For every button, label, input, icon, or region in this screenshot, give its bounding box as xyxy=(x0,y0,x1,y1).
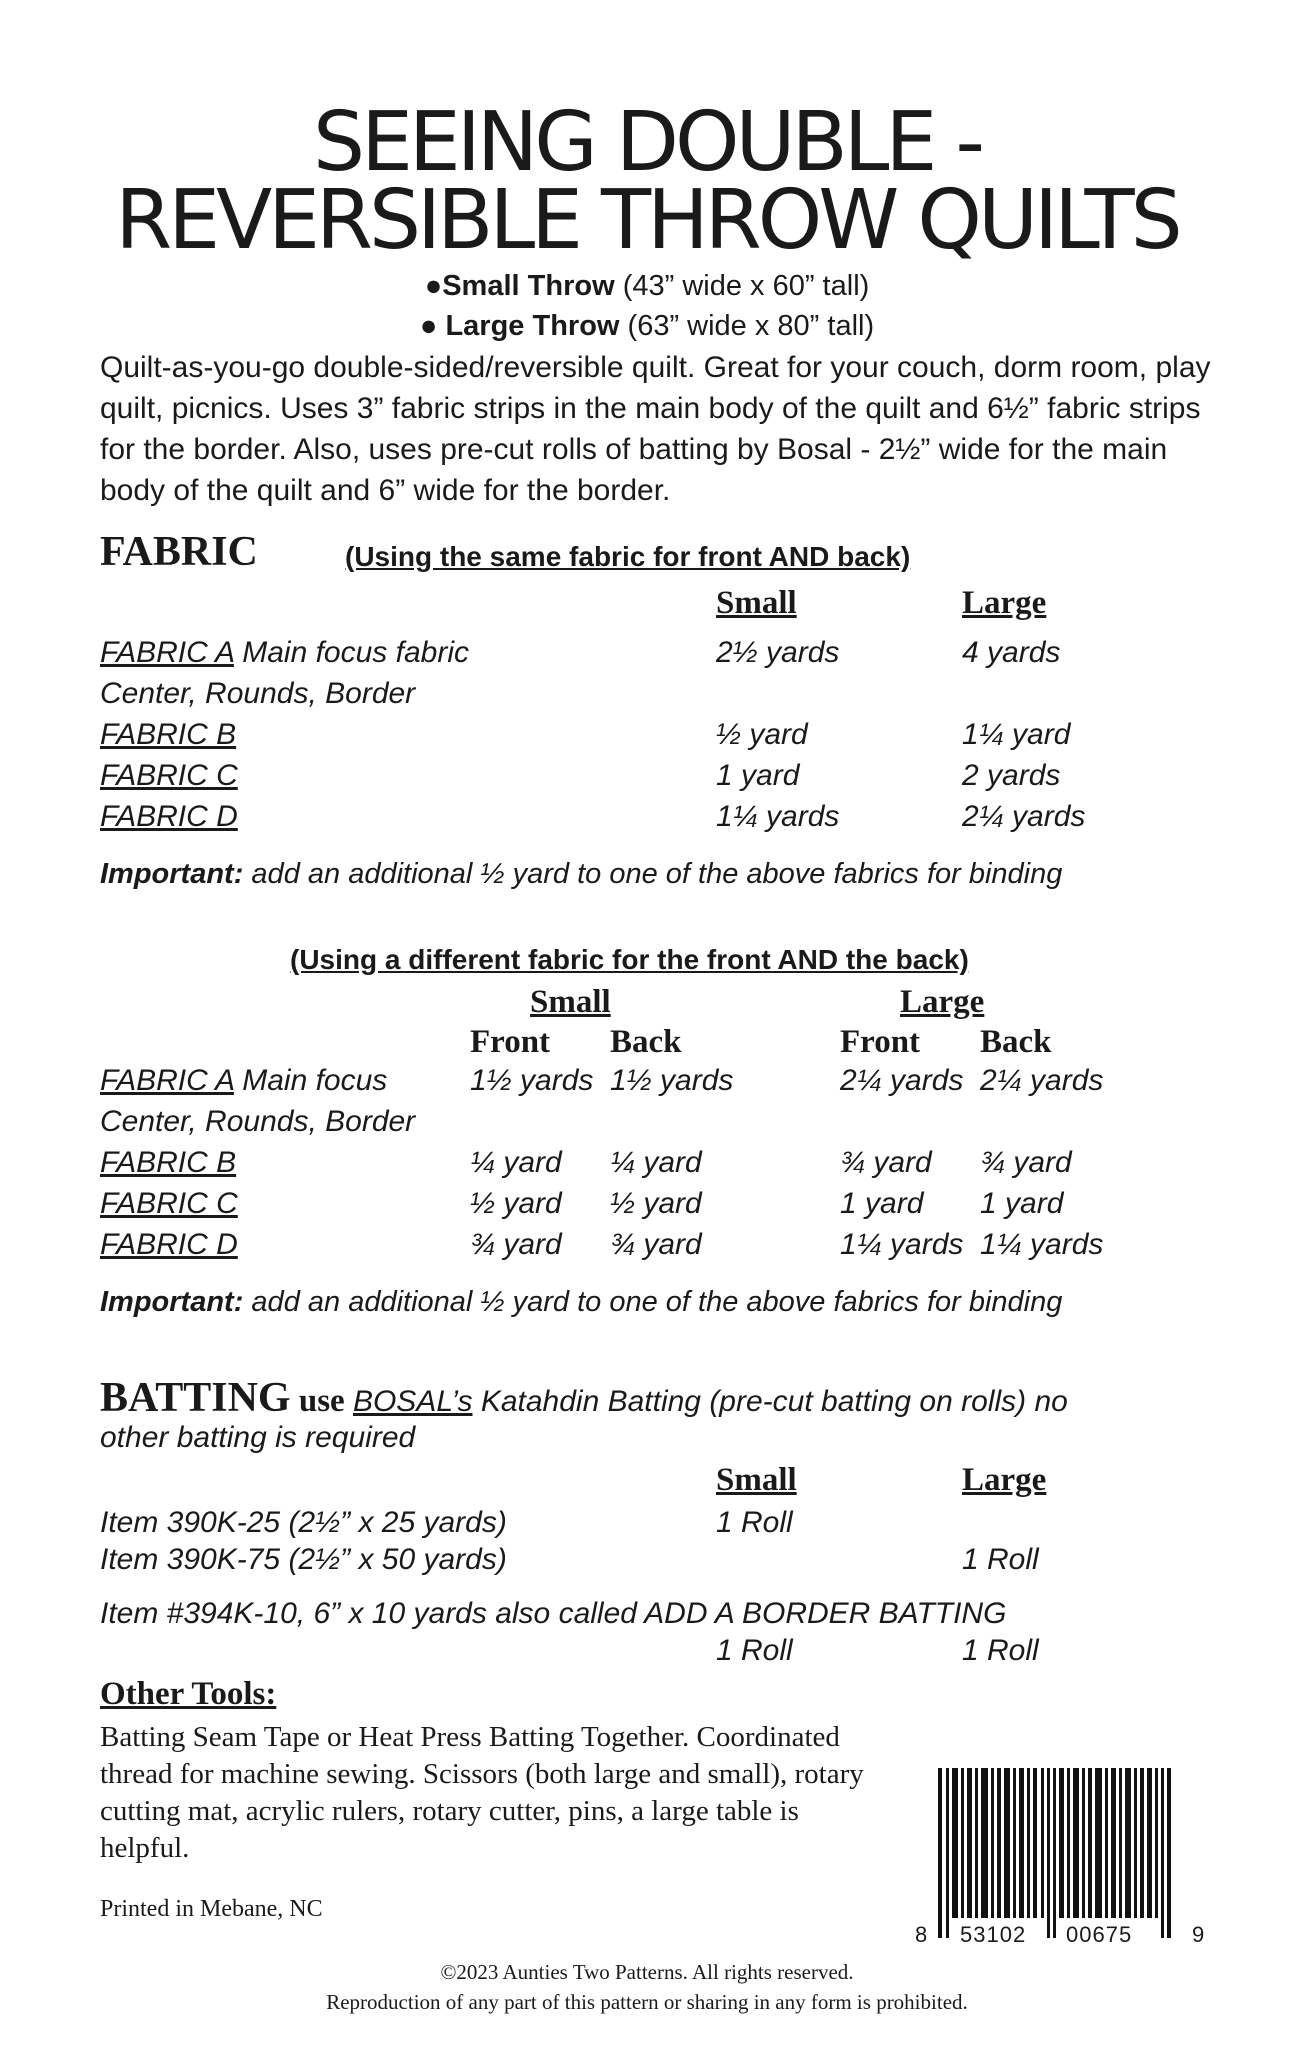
large-back-amount: ¾ yard xyxy=(980,1146,1072,1179)
col-small-back: Back xyxy=(610,1024,682,1060)
large-amount: 1¼ yard xyxy=(962,718,1071,751)
fabric-name: FABRIC A xyxy=(100,1064,234,1097)
col-small-header: Small xyxy=(530,984,611,1020)
large-amount: 2 yards xyxy=(962,759,1061,792)
col-large-back: Back xyxy=(980,1024,1052,1060)
note-label: Important: xyxy=(100,858,244,890)
barcode-bars-icon xyxy=(938,1768,1188,1938)
fabric-desc: Center, Rounds, Border xyxy=(100,677,416,710)
barcode-digits-group-1: 53102 xyxy=(960,1922,1027,1947)
large-back-amount: 2¼ yards xyxy=(980,1064,1104,1097)
note-text: add an additional ½ yard to one of the above fabrics for binding xyxy=(243,1286,1063,1318)
large-back-amount: 1¼ yards xyxy=(980,1228,1104,1261)
size-dims: (63” wide x 80” tall) xyxy=(627,310,875,342)
barcode-digit-right: 9 xyxy=(1192,1922,1205,1947)
batting-item-3-small: 1 Roll xyxy=(716,1634,793,1667)
small-back-amount: ¾ yard xyxy=(610,1228,702,1261)
batting-item-3-large: 1 Roll xyxy=(962,1634,1039,1667)
small-amount: ½ yard xyxy=(716,718,808,751)
note-label: Important: xyxy=(100,1286,244,1318)
large-front-amount: ¾ yard xyxy=(840,1146,932,1179)
small-back-amount: 1½ yards xyxy=(610,1064,734,1097)
table-row xyxy=(100,1064,387,1098)
large-front-amount: 2¼ yards xyxy=(840,1064,964,1097)
col-large-header: Large xyxy=(962,585,1047,621)
batting-col-large: Large xyxy=(962,1462,1047,1498)
fabric-desc: Center, Rounds, Border xyxy=(100,1105,416,1138)
size-dims: (43” wide x 60” tall) xyxy=(622,270,870,302)
barcode-digits-group-2: 00675 xyxy=(1066,1922,1133,1947)
batting-item-1: Item 390K-25 (2½” x 25 yards) xyxy=(100,1506,507,1539)
page-title-line-2: REVERSIBLE THROW QUILTS xyxy=(115,173,1179,268)
small-amount: 1 yard xyxy=(716,759,800,792)
small-amount: 2½ yards xyxy=(716,636,840,669)
barcode-digit-left: 8 xyxy=(915,1922,928,1947)
note-text: add an additional ½ yard to one of the above fabrics for binding xyxy=(243,858,1063,890)
large-back-amount: 1 yard xyxy=(980,1187,1064,1220)
large-front-amount: 1¼ yards xyxy=(840,1228,964,1261)
size-small-throw xyxy=(0,270,1294,303)
size-large-throw xyxy=(0,310,1294,343)
batting-use: use xyxy=(290,1383,353,1419)
small-front-amount: ¼ yard xyxy=(470,1146,562,1179)
copyright-line: ©2023 Aunties Two Patterns. All rights reserved. xyxy=(440,1960,854,1984)
batting-item-3: Item #394K-10, 6” x 10 yards also called ADD A BORDER BATTING xyxy=(100,1597,1007,1630)
batting-item-1-small: 1 Roll xyxy=(716,1506,793,1539)
batting-desc-line-2: other batting is required xyxy=(100,1421,416,1454)
small-front-amount: ¾ yard xyxy=(470,1228,562,1261)
small-amount: 1¼ yards xyxy=(716,800,840,833)
size-name: Small Throw xyxy=(442,270,615,302)
fabric-name: FABRIC C xyxy=(100,1187,238,1220)
printed-location: Printed in Mebane, NC xyxy=(100,1896,323,1922)
fabric-desc: Main focus xyxy=(233,1064,388,1097)
intro-paragraph: Quilt-as-you-go double-sided/reversible quilt. Great for your couch, dorm room, play quilt, picnics. Uses 3” fabric strips in the main body of the quilt and 6½” fabric strips for the border. Also, uses pre-cut rolls of batting by Bosal - 2½” wide for the main body of the quilt and 6” wide for the border. xyxy=(100,351,1211,507)
col-small-front: Front xyxy=(470,1024,551,1060)
small-back-amount: ½ yard xyxy=(610,1187,702,1220)
table-row xyxy=(100,636,469,670)
col-small-header: Small xyxy=(716,585,797,621)
fabric-diff-subheading: (Using a different fabric for the front AND the back) xyxy=(290,944,969,975)
bullet: ● xyxy=(419,310,446,342)
fabric-name: FABRIC A xyxy=(100,636,234,669)
fabric-name: FABRIC D xyxy=(100,800,238,833)
size-name: Large Throw xyxy=(445,310,620,342)
page-title-line-1: SEEING DOUBLE - xyxy=(313,95,981,190)
large-front-amount: 1 yard xyxy=(840,1187,924,1220)
batting-desc: Katahdin Batting (pre-cut batting on rolls) no xyxy=(472,1385,1068,1418)
small-front-amount: ½ yard xyxy=(470,1187,562,1220)
binding-note xyxy=(100,1286,1062,1319)
small-back-amount: ¼ yard xyxy=(610,1146,702,1179)
fabric-name: FABRIC B xyxy=(100,1146,237,1179)
fabric-name: FABRIC D xyxy=(100,1228,238,1261)
batting-brand: BOSAL’s xyxy=(352,1385,473,1418)
other-tools-heading: Other Tools: xyxy=(100,1676,277,1712)
bullet: ● xyxy=(424,270,443,302)
batting-heading: BATTING xyxy=(100,1375,291,1421)
binding-note xyxy=(100,858,1062,891)
large-amount: 2¼ yards xyxy=(962,800,1086,833)
fabric-same-subheading: (Using the same fabric for front AND back) xyxy=(345,541,911,572)
reproduction-notice: Reproduction of any part of this pattern or sharing in any form is prohibited. xyxy=(326,1990,968,2014)
other-tools-text: Batting Seam Tape or Heat Press Batting Together. Coordinated thread for machine sewing. Scissors (both large and small), rotary cutting mat, acrylic rulers, rotary cutter, pins, a large table is helpful. xyxy=(100,1721,864,1864)
fabric-name: FABRIC B xyxy=(100,718,237,751)
large-amount: 4 yards xyxy=(962,636,1061,669)
col-large-front: Front xyxy=(840,1024,921,1060)
batting-col-small: Small xyxy=(716,1462,797,1498)
small-front-amount: 1½ yards xyxy=(470,1064,594,1097)
fabric-heading: FABRIC xyxy=(100,529,258,575)
batting-item-2-large: 1 Roll xyxy=(962,1543,1039,1576)
col-large-header: Large xyxy=(900,984,985,1020)
fabric-desc: Main focus fabric xyxy=(233,636,469,669)
batting-item-2: Item 390K-75 (2½” x 50 yards) xyxy=(100,1543,507,1576)
batting-line-1 xyxy=(100,1374,1068,1422)
fabric-name: FABRIC C xyxy=(100,759,238,792)
